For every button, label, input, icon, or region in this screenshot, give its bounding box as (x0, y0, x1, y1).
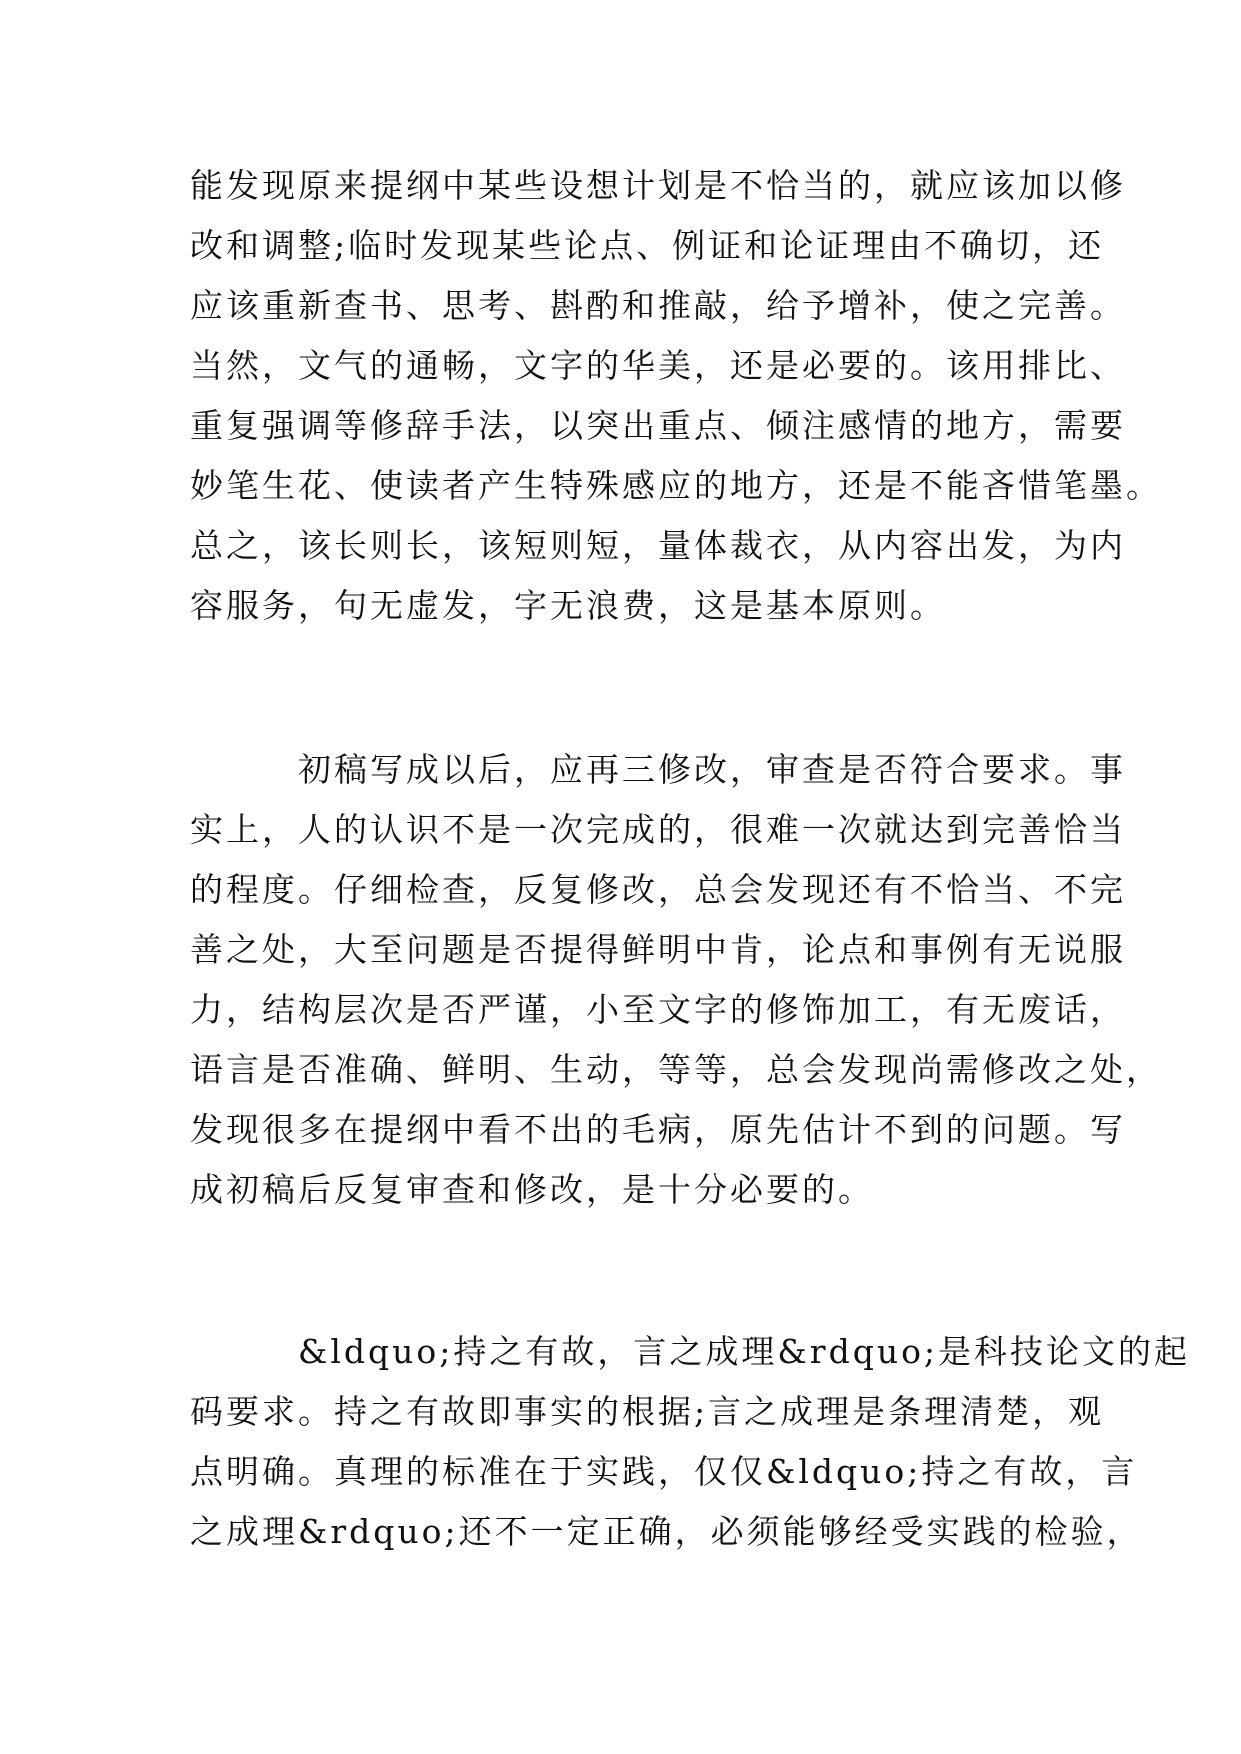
paragraph-3 (190, 1322, 1191, 1562)
text-line: 当然，文气的通畅，文字的华美，还是必要的。该用排比、 (190, 346, 1126, 385)
text-line: 发现很多在提纲中看不出的毛病，原先估计不到的问题。写 (190, 1110, 1126, 1149)
text-line: 码要求。持之有故即事实的根据;言之成理是条理清楚，观 (190, 1392, 1105, 1431)
text-line: 的程度。仔细检查，反复修改，总会发现还有不恰当、不完 (190, 870, 1126, 909)
text-line: 实上，人的认识不是一次完成的，很难一次就达到完善恰当 (190, 810, 1126, 849)
text-line: 妙笔生花、使读者产生特殊感应的地方，还是不能吝惜笔墨。 (190, 466, 1162, 505)
text-line: 力，结构层次是否严谨，小至文字的修饰加工，有无废话， (190, 990, 1126, 1029)
text-line: 总之，该长则长，该短则短，量体裁衣，从内容出发，为内 (190, 526, 1126, 565)
text-line: 改和调整;临时发现某些论点、例证和论证理由不确切，还 (190, 226, 1105, 265)
text-line: &ldquo;持之有故，言之成理&rdquo;是科技论文的起 (298, 1332, 1191, 1371)
text-line: 点明确。真理的标准在于实践，仅仅&ldquo;持之有故，言 (190, 1452, 1138, 1491)
text-line: 善之处，大至问题是否提得鲜明中肯，论点和事例有无说服 (190, 930, 1126, 969)
text-line: 成初稿后反复审查和修改，是十分必要的。 (190, 1170, 874, 1209)
text-line: 语言是否准确、鲜明、生动，等等，总会发现尚需修改之处， (190, 1050, 1162, 1089)
paragraph-1 (190, 156, 1162, 636)
text-line: 初稿写成以后，应再三修改，审查是否符合要求。事 (298, 750, 1126, 789)
text-line: 重复强调等修辞手法，以突出重点、倾注感情的地方，需要 (190, 406, 1126, 445)
text-line: 之成理&rdquo;还不一定正确，必须能够经受实践的检验， (190, 1512, 1143, 1551)
text-line: 应该重新查书、思考、斟酌和推敲，给予增补，使之完善。 (190, 286, 1126, 325)
text-line: 能发现原来提纲中某些设想计划是不恰当的，就应该加以修 (190, 166, 1126, 205)
text-line: 容服务，句无虚发，字无浪费，这是基本原则。 (190, 586, 946, 625)
paragraph-2 (190, 740, 1162, 1220)
